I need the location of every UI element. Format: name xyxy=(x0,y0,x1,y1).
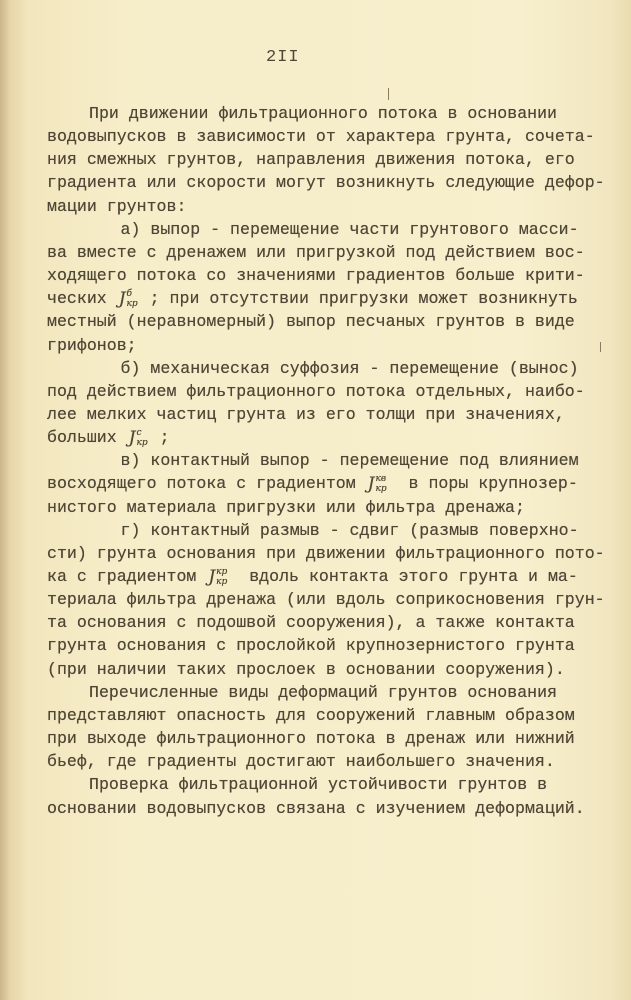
symbol-letter: J xyxy=(367,474,375,495)
line-text: ческих xyxy=(47,289,117,309)
line-text-after: вдоль контакта этого грунта и ма- xyxy=(229,567,578,586)
line-text: грунта основания с прослойкой крупнозернистого грунта xyxy=(47,636,575,656)
symbol-subscript: кр xyxy=(375,484,387,495)
line-text: восходящего потока с градиентом xyxy=(47,474,366,494)
line-text-after: ; xyxy=(149,428,170,448)
text-line xyxy=(47,127,595,147)
text-line xyxy=(47,567,578,587)
text-line xyxy=(121,451,579,471)
text-line xyxy=(47,613,575,633)
line-text: местный (неравномерный) выпор песчаных грунтов в виде xyxy=(47,312,575,332)
line-text: больших xyxy=(47,428,127,448)
line-text: бьеф, где градиенты достигают наибольшего значения. xyxy=(47,752,555,772)
symbol-indices xyxy=(375,474,386,494)
text-line xyxy=(47,382,585,402)
gradient-symbol xyxy=(208,567,227,587)
line-text: ка с градиентом xyxy=(47,567,207,586)
line-text: при выходе фильтрационного потока в дренаж или нижний xyxy=(47,729,575,749)
symbol-indices xyxy=(127,289,138,309)
text-line xyxy=(47,498,525,518)
text-line xyxy=(47,544,605,564)
symbol-letter: J xyxy=(128,428,136,449)
text-line xyxy=(47,590,605,610)
line-text: б) механическая суффозия - перемещение (вынос) xyxy=(120,358,579,378)
gradient-symbol xyxy=(119,289,138,309)
line-text: (при наличии таких прослоек в основании сооружения). xyxy=(47,659,565,679)
text-line xyxy=(47,243,585,263)
gradient-symbol xyxy=(368,474,387,494)
line-text: мации грунтов: xyxy=(47,196,187,216)
symbol-superscript: с xyxy=(136,428,142,439)
symbol-subscript: кр xyxy=(136,438,148,449)
text-line xyxy=(89,683,557,703)
line-text: в) контактный выпор - перемещение под влиянием xyxy=(120,451,579,471)
line-text: а) выпор - перемещение части грунтового масси- xyxy=(120,219,579,239)
text-line xyxy=(47,312,575,332)
line-text: представляют опасность для сооружений главным образом xyxy=(47,705,575,725)
text-line xyxy=(89,104,557,124)
line-text: г) контактный размыв - сдвиг (размыв поверхно- xyxy=(120,520,579,540)
line-text-after: ; при отсутствии пригрузки может возникнуть xyxy=(139,289,578,309)
text-line xyxy=(47,336,137,356)
line-text: нистого материала пригрузки или фильтра дренажа; xyxy=(47,497,525,517)
line-text: водовыпусков в зависимости от характера грунта, сочета- xyxy=(47,127,595,147)
line-text: лее мелких частиц грунта из его толщи при значениях, xyxy=(47,404,565,424)
text-line xyxy=(47,173,605,193)
line-text: териала фильтра дренажа (или вдоль соприкосновения грун- xyxy=(47,590,605,610)
line-text: сти) грунта основания при движении фильтрационного пото- xyxy=(47,543,605,563)
symbol-superscript: кв xyxy=(375,474,387,485)
text-line xyxy=(47,636,575,656)
line-text: Перечисленные виды деформаций грунтов основания xyxy=(89,682,558,702)
line-text: Проверка фильтрационной устойчивости грунтов в xyxy=(89,775,548,795)
text-line xyxy=(47,752,555,772)
text-line xyxy=(47,266,585,286)
symbol-letter: J xyxy=(118,289,126,310)
text-line xyxy=(47,197,186,217)
text-line xyxy=(47,428,170,448)
symbol-subscript: кр xyxy=(216,577,228,587)
line-text-after: в поры крупнозер- xyxy=(388,474,578,494)
text-line xyxy=(47,405,565,425)
symbol-superscript: б xyxy=(126,289,133,300)
line-text: При движении фильтрационного потока в основании xyxy=(89,104,558,123)
text-line xyxy=(47,660,565,680)
line-text: та основания с подошвой сооружения), а также контакта xyxy=(47,613,575,633)
text-line xyxy=(47,799,585,819)
text-line xyxy=(121,521,579,541)
text-line xyxy=(47,706,575,726)
line-text: ва вместе с дренажем или пригрузкой под действием вос- xyxy=(47,242,585,262)
line-text: основании водовыпусков связана с изучением деформаций. xyxy=(47,798,585,818)
text-line xyxy=(47,150,575,170)
margin-mark xyxy=(388,88,389,100)
margin-mark xyxy=(600,342,601,352)
line-text: градиента или скорости могут возникнуть следующие дефор- xyxy=(47,173,605,193)
gradient-symbol xyxy=(129,428,148,448)
symbol-indices xyxy=(216,567,227,587)
text-line xyxy=(121,359,579,379)
line-text: ния смежных грунтов, направления движения потока, его xyxy=(47,150,575,170)
line-text: под действием фильтрационного потока отдельных, наибо- xyxy=(47,381,585,401)
line-text: грифонов; xyxy=(47,335,137,355)
symbol-subscript: кр xyxy=(126,299,138,310)
page-number: 2II xyxy=(266,48,300,67)
text-line xyxy=(47,729,575,749)
text-line xyxy=(121,220,579,240)
symbol-letter: J xyxy=(208,567,216,587)
text-line xyxy=(47,289,578,309)
symbol-indices xyxy=(137,428,148,448)
line-text: ходящего потока со значениями градиентов больше крити- xyxy=(47,266,585,286)
text-line xyxy=(47,474,578,494)
text-line xyxy=(89,775,547,795)
symbol-superscript: кр xyxy=(216,567,228,577)
